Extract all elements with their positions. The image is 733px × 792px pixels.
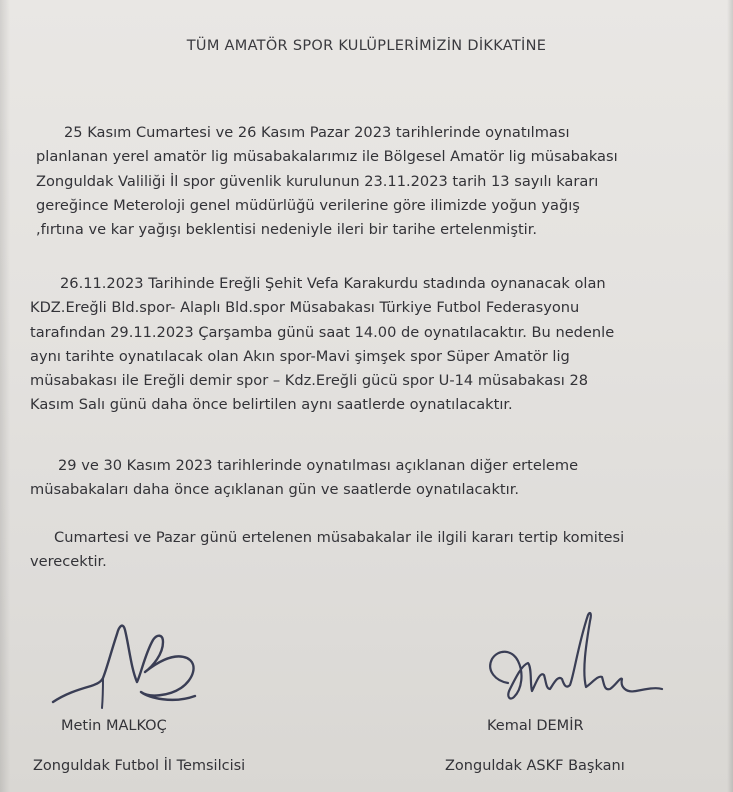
- paper-shadow-left: [0, 0, 10, 792]
- paragraph-line: 25 Kasım Cumartesi ve 26 Kasım Pazar 2023 tarihlerinde oynatılması: [64, 124, 570, 141]
- paragraph-line: aynı tarihte oynatılacak olan Akın spor-Mavi şimşek spor Süper Amatör lig: [30, 347, 570, 365]
- signatory-role-left: Zonguldak Futbol İl Temsilcisi: [33, 758, 246, 774]
- paragraph-line: tarafından 29.11.2023 Çarşamba günü saat 14.00 de oynatılacaktır. Bu nedenle: [30, 323, 615, 341]
- paragraph-line: Cumartesi ve Pazar günü ertelenen müsabakalar ile ilgili kararı tertip komitesi: [54, 529, 625, 546]
- paragraph-line: KDZ.Ereğli Bld.spor- Alaplı Bld.spor Müsabakası Türkiye Futbol Federasyonu: [30, 299, 580, 317]
- signatory-role-right: Zonguldak ASKF Başkanı: [445, 758, 625, 774]
- paragraph-line: ,fırtına ve kar yağışı beklentisi nedeniyle ileri bir tarihe ertelenmiştir.: [36, 221, 538, 239]
- paragraph-2: [30, 272, 614, 418]
- signature-kemal-demir: [470, 605, 680, 715]
- paragraph-line: 29 ve 30 Kasım 2023 tarihlerinde oynatılması açıklanan diğer erteleme: [58, 457, 579, 474]
- paragraph-line: Zonguldak Valiliği İl spor güvenlik kurulunun 23.11.2023 tarih 13 sayılı kararı: [36, 172, 599, 190]
- paragraph-line: Kasım Salı günü daha önce belirtilen aynı saatlerde oynatılacaktır.: [30, 396, 513, 414]
- signature-metin-malkoc: [45, 612, 245, 722]
- paragraph-line: gereğince Meteroloji genel müdürlüğü verilerine göre ilimizde yoğun yağış: [36, 196, 580, 214]
- document-title: TÜM AMATÖR SPOR KULÜPLERİMİZİN DİKKATİNE: [186, 38, 547, 54]
- paragraph-line: müsabakası ile Ereğli demir spor – Kdz.Ereğli gücü spor U-14 müsabakası 28: [30, 372, 589, 390]
- paragraph-line: planlanan yerel amatör lig müsabakalarımız ile Bölgesel Amatör lig müsabakası: [36, 148, 618, 166]
- paragraph-1: [36, 121, 618, 242]
- paper-shadow-right: [727, 0, 733, 792]
- signatory-name-left: Metin MALKOÇ: [61, 718, 167, 734]
- paragraph-line: 26.11.2023 Tarihinde Ereğli Şehit Vefa Karakurdu stadında oynanacak olan: [60, 275, 606, 292]
- paragraph-4: [30, 526, 624, 575]
- paragraph-line: verecektir.: [30, 553, 107, 571]
- paragraph-3: [30, 454, 578, 503]
- paragraph-line: müsabakaları daha önce açıklanan gün ve saatlerde oynatılacaktır.: [30, 481, 520, 499]
- signatory-name-right: Kemal DEMİR: [487, 718, 584, 734]
